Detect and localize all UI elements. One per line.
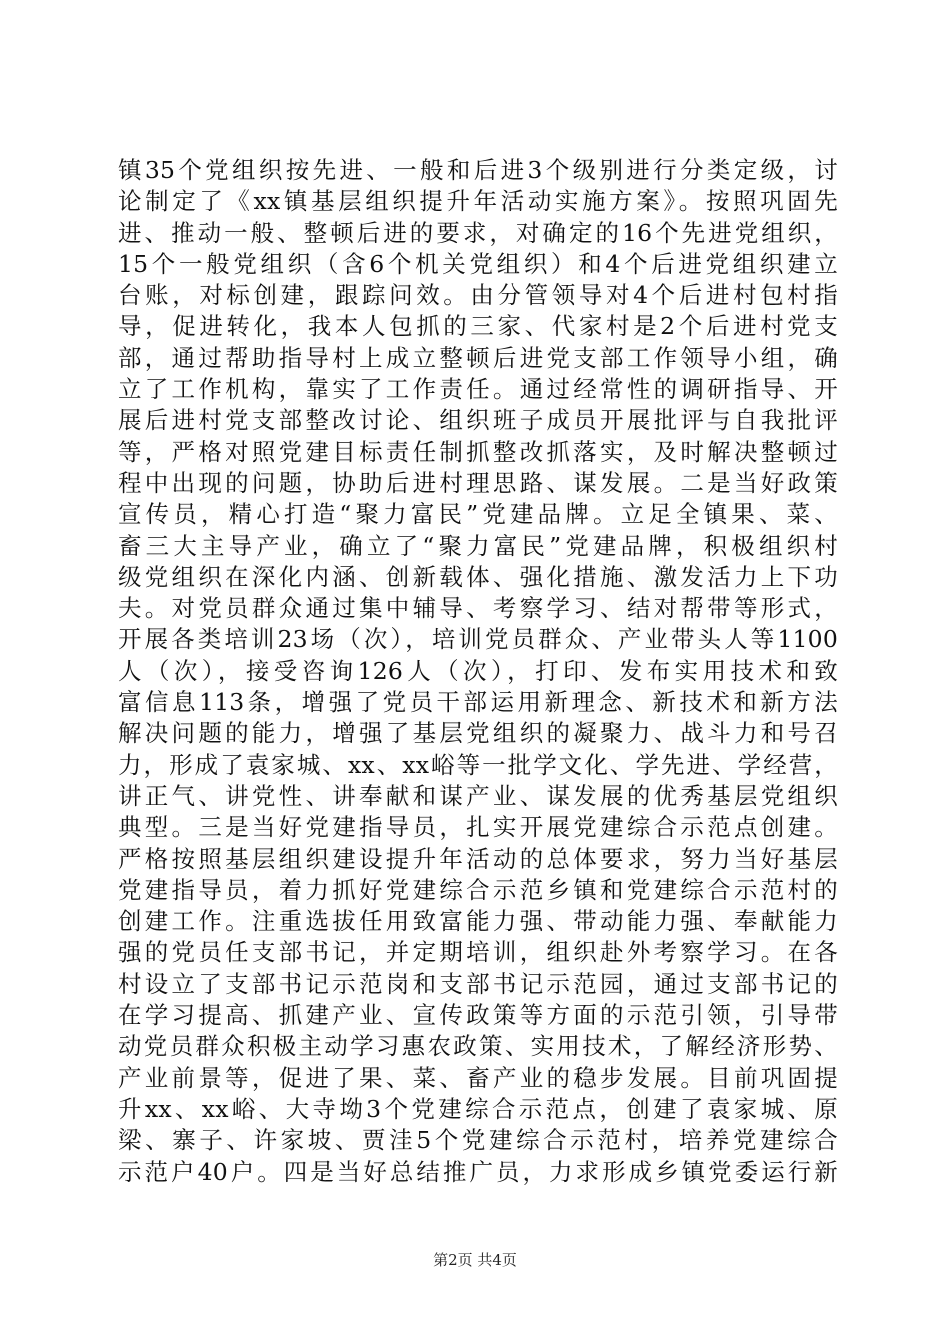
text-line: 动党员群众积极主动学习惠农政策、实用技术，了解经济形势、 xyxy=(118,1032,838,1061)
page-number-footer: 第2页 共4页 xyxy=(433,1251,517,1269)
text-line: 党建指导员，着力抓好党建综合示范乡镇和党建综合示范村的 xyxy=(118,875,838,904)
text-line: 典型。三是当好党建指导员，扎实开展党建综合示范点创建。 xyxy=(118,813,838,842)
text-line: 畜三大主导产业，确立了“聚力富民”党建品牌，积极组织村 xyxy=(118,531,838,560)
text-line: 力，形成了袁家城、xx、xx峪等一批学文化、学先进、学经营， xyxy=(118,750,838,779)
text-line: 台账，对标创建，跟踪问效。由分管领导对4个后进村包村指 xyxy=(118,281,838,310)
text-line: 级党组织在深化内涵、创新载体、强化措施、激发活力上下功 xyxy=(118,562,838,591)
text-line: 富信息113条，增强了党员干部运用新理念、新技术和新方法 xyxy=(118,688,838,717)
text-line: 等，严格对照党建目标责任制抓整改抓落实，及时解决整顿过 xyxy=(118,437,838,466)
text-line: 镇35个党组织按先进、一般和后进3个级别进行分类定级，讨 xyxy=(118,156,838,184)
text-line: 导，促进转化，我本人包抓的三家、代家村是2个后进村党支 xyxy=(118,312,838,341)
text-line: 论制定了《xx镇基层组织提升年活动实施方案》。按照巩固先 xyxy=(118,187,838,216)
text-line: 部，通过帮助指导村上成立整顿后进党支部工作领导小组，确 xyxy=(118,343,838,372)
body-text xyxy=(118,155,838,1188)
text-line: 宣传员，精心打造“聚力富民”党建品牌。立足全镇果、菜、 xyxy=(118,500,838,529)
text-line: 讲正气、讲党性、讲奉献和谋产业、谋发展的优秀基层党组织 xyxy=(118,781,838,810)
text-line: 产业前景等，促进了果、菜、畜产业的稳步发展。目前巩固提 xyxy=(118,1063,838,1092)
text-line: 人（次），接受咨询126人（次），打印、发布实用技术和致 xyxy=(118,656,838,685)
text-line: 创建工作。注重选拔任用致富能力强、带动能力强、奉献能力 xyxy=(118,907,838,936)
text-line: 展后进村党支部整改讨论、组织班子成员开展批评与自我批评 xyxy=(118,406,838,435)
text-line: 示范户40户。四是当好总结推广员，力求形成乡镇党委运行新 xyxy=(118,1157,838,1186)
text-line: 村设立了支部书记示范岗和支部书记示范园，通过支部书记的 xyxy=(118,969,838,998)
text-line: 在学习提高、抓建产业、宣传政策等方面的示范引领，引导带 xyxy=(118,1001,838,1030)
text-line: 梁、寨子、许家坡、贾洼5个党建综合示范村，培养党建综合 xyxy=(118,1126,838,1155)
text-line: 程中出现的问题，协助后进村理思路、谋发展。二是当好政策 xyxy=(118,468,838,497)
text-line: 15个一般党组织（含6个机关党组织）和4个后进党组织建立 xyxy=(118,249,838,278)
text-line: 立了工作机构，靠实了工作责任。通过经常性的调研指导、开 xyxy=(118,375,838,404)
text-line: 夫。对党员群众通过集中辅导、考察学习、结对帮带等形式， xyxy=(118,594,838,623)
text-line: 开展各类培训23场（次），培训党员群众、产业带头人等1100 xyxy=(118,625,838,654)
text-line: 严格按照基层组织建设提升年活动的总体要求，努力当好基层 xyxy=(118,844,838,873)
text-line: 解决问题的能力，增强了基层党组织的凝聚力、战斗力和号召 xyxy=(118,719,838,748)
text-line: 进、推动一般、整顿后进的要求，对确定的16个先进党组织， xyxy=(118,218,838,247)
text-line: 强的党员任支部书记，并定期培训，组织赴外考察学习。在各 xyxy=(118,938,838,967)
text-line: 升xx、xx峪、大寺坳3个党建综合示范点，创建了袁家城、原 xyxy=(118,1094,838,1123)
